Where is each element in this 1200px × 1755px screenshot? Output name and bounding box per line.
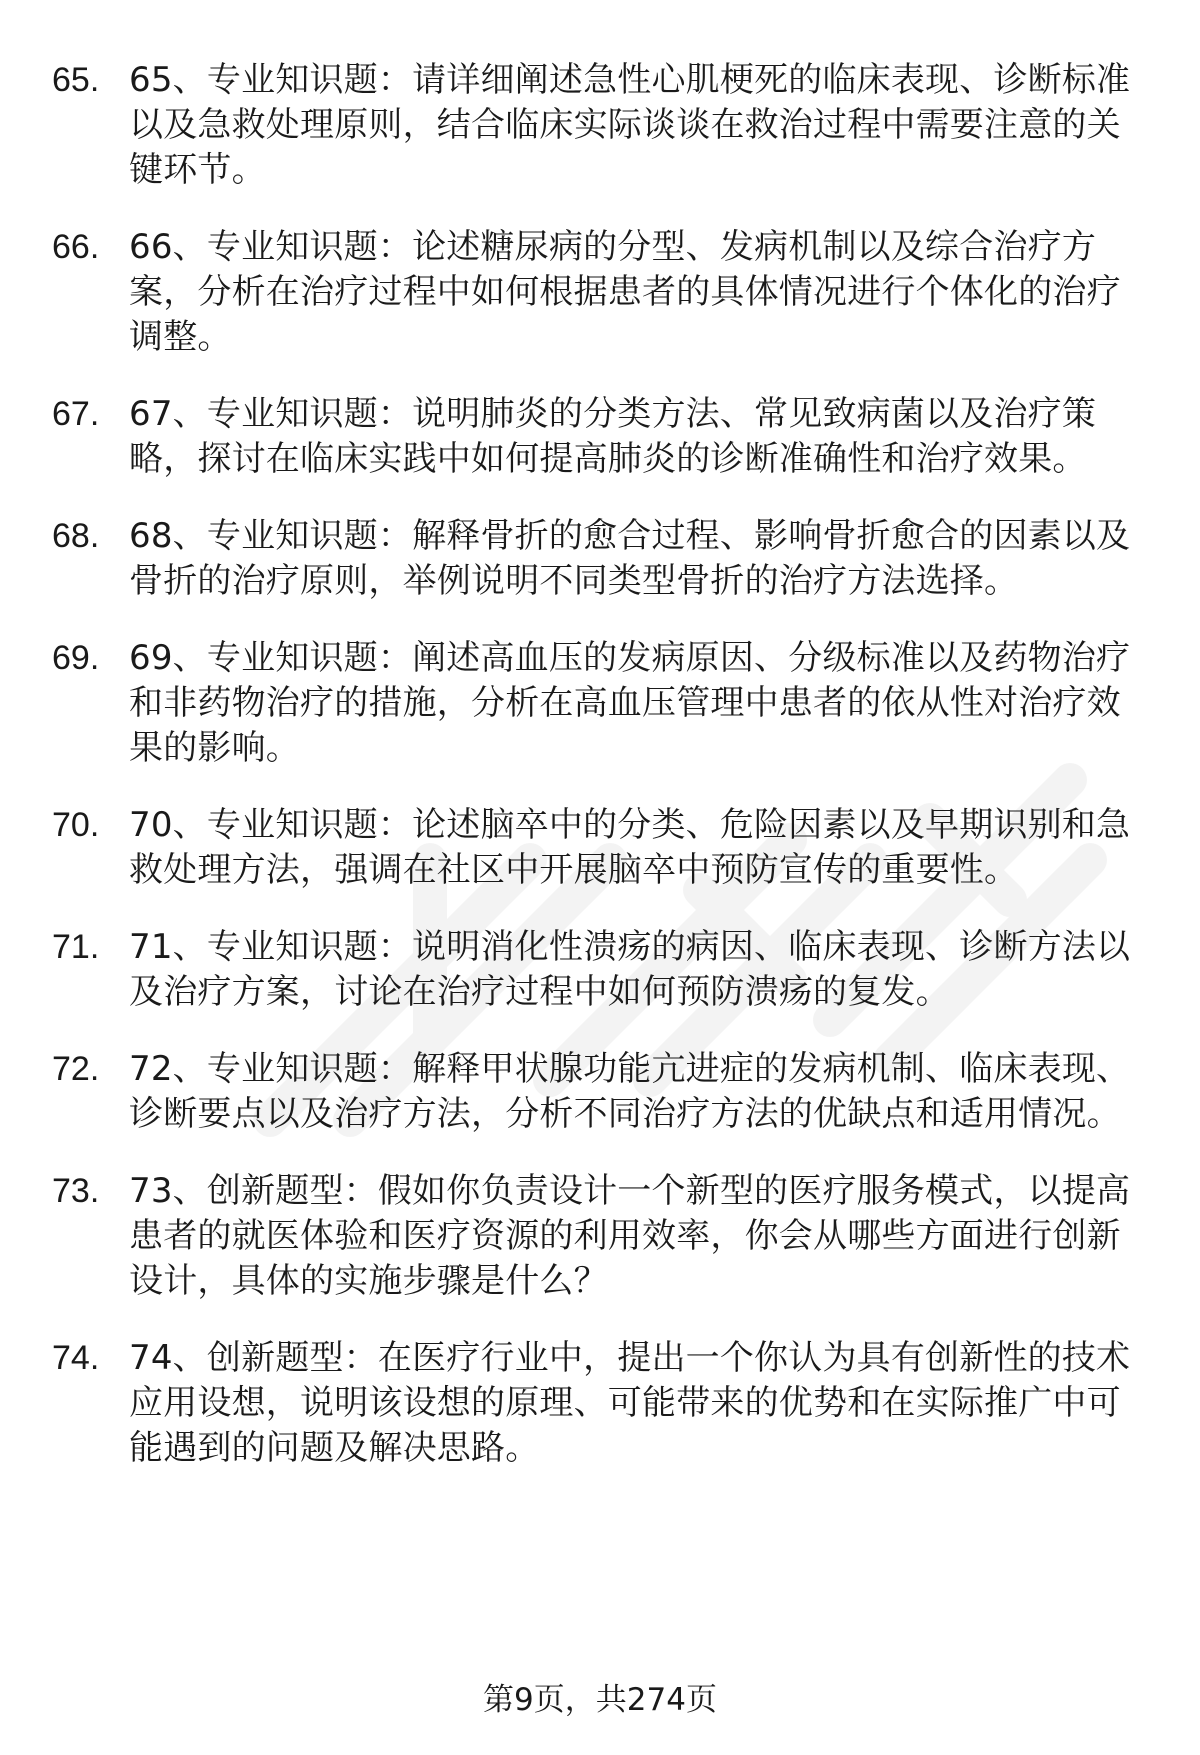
item-text: 73、创新题型：假如你负责设计一个新型的医疗服务模式，以提高患者的就医体验和医疗资源的利用效率，你会从哪些方面进行创新设计，具体的实施步骤是什么？: [129, 1171, 1131, 1301]
item-number: 68.: [52, 517, 100, 555]
item-text: 65、专业知识题：请详细阐述急性心肌梗死的临床表现、诊断标准以及急救处理原则，结合临床实际谈谈在救治过程中需要注意的关键环节。: [129, 60, 1131, 190]
item-number: 66.: [52, 228, 100, 266]
list-item: [0, 1169, 1200, 1304]
item-text: 69、专业知识题：阐述高血压的发病原因、分级标准以及药物治疗和非药物治疗的措施，分析在高血压管理中患者的依从性对治疗效果的影响。: [129, 638, 1131, 768]
item-number: 72.: [52, 1050, 100, 1088]
item-text: 70、专业知识题：论述脑卒中的分类、危险因素以及早期识别和急救处理方法，强调在社区中开展脑卒中预防宣传的重要性。: [129, 805, 1131, 890]
list-item: [0, 225, 1200, 360]
list-item: [0, 392, 1200, 482]
item-text: 67、专业知识题：说明肺炎的分类方法、常见致病菌以及治疗策略，探讨在临床实践中如何提高肺炎的诊断准确性和治疗效果。: [129, 394, 1097, 479]
item-number: 74.: [52, 1339, 100, 1377]
item-text: 66、专业知识题：论述糖尿病的分型、发病机制以及综合治疗方案，分析在治疗过程中如何根据患者的具体情况进行个体化的治疗调整。: [129, 227, 1121, 357]
list-item: [0, 803, 1200, 893]
item-text: 72、专业知识题：解释甲状腺功能亢进症的发病机制、临床表现、诊断要点以及治疗方法，分析不同治疗方法的优缺点和适用情况。: [129, 1049, 1131, 1134]
item-text: 74、创新题型：在医疗行业中，提出一个你认为具有创新性的技术应用设想，说明该设想的原理、可能带来的优势和在实际推广中可能遇到的问题及解决思路。: [129, 1338, 1131, 1468]
item-number: 69.: [52, 639, 100, 677]
list-item: [0, 1047, 1200, 1137]
list-item: [0, 1336, 1200, 1471]
question-list: [0, 58, 1200, 1503]
list-item: [0, 636, 1200, 771]
item-number: 67.: [52, 395, 100, 433]
item-text: 68、专业知识题：解释骨折的愈合过程、影响骨折愈合的因素以及骨折的治疗原则，举例说明不同类型骨折的治疗方法选择。: [129, 516, 1131, 601]
item-number: 71.: [52, 928, 100, 966]
item-number: 70.: [52, 806, 100, 844]
page-footer: 第9页，共274页: [483, 1682, 717, 1718]
list-item: [0, 925, 1200, 1015]
item-number: 73.: [52, 1172, 100, 1210]
item-number: 65.: [52, 61, 100, 99]
item-text: 71、专业知识题：说明消化性溃疡的病因、临床表现、诊断方法以及治疗方案，讨论在治疗过程中如何预防溃疡的复发。: [129, 927, 1131, 1012]
list-item: [0, 514, 1200, 604]
list-item: [0, 58, 1200, 193]
